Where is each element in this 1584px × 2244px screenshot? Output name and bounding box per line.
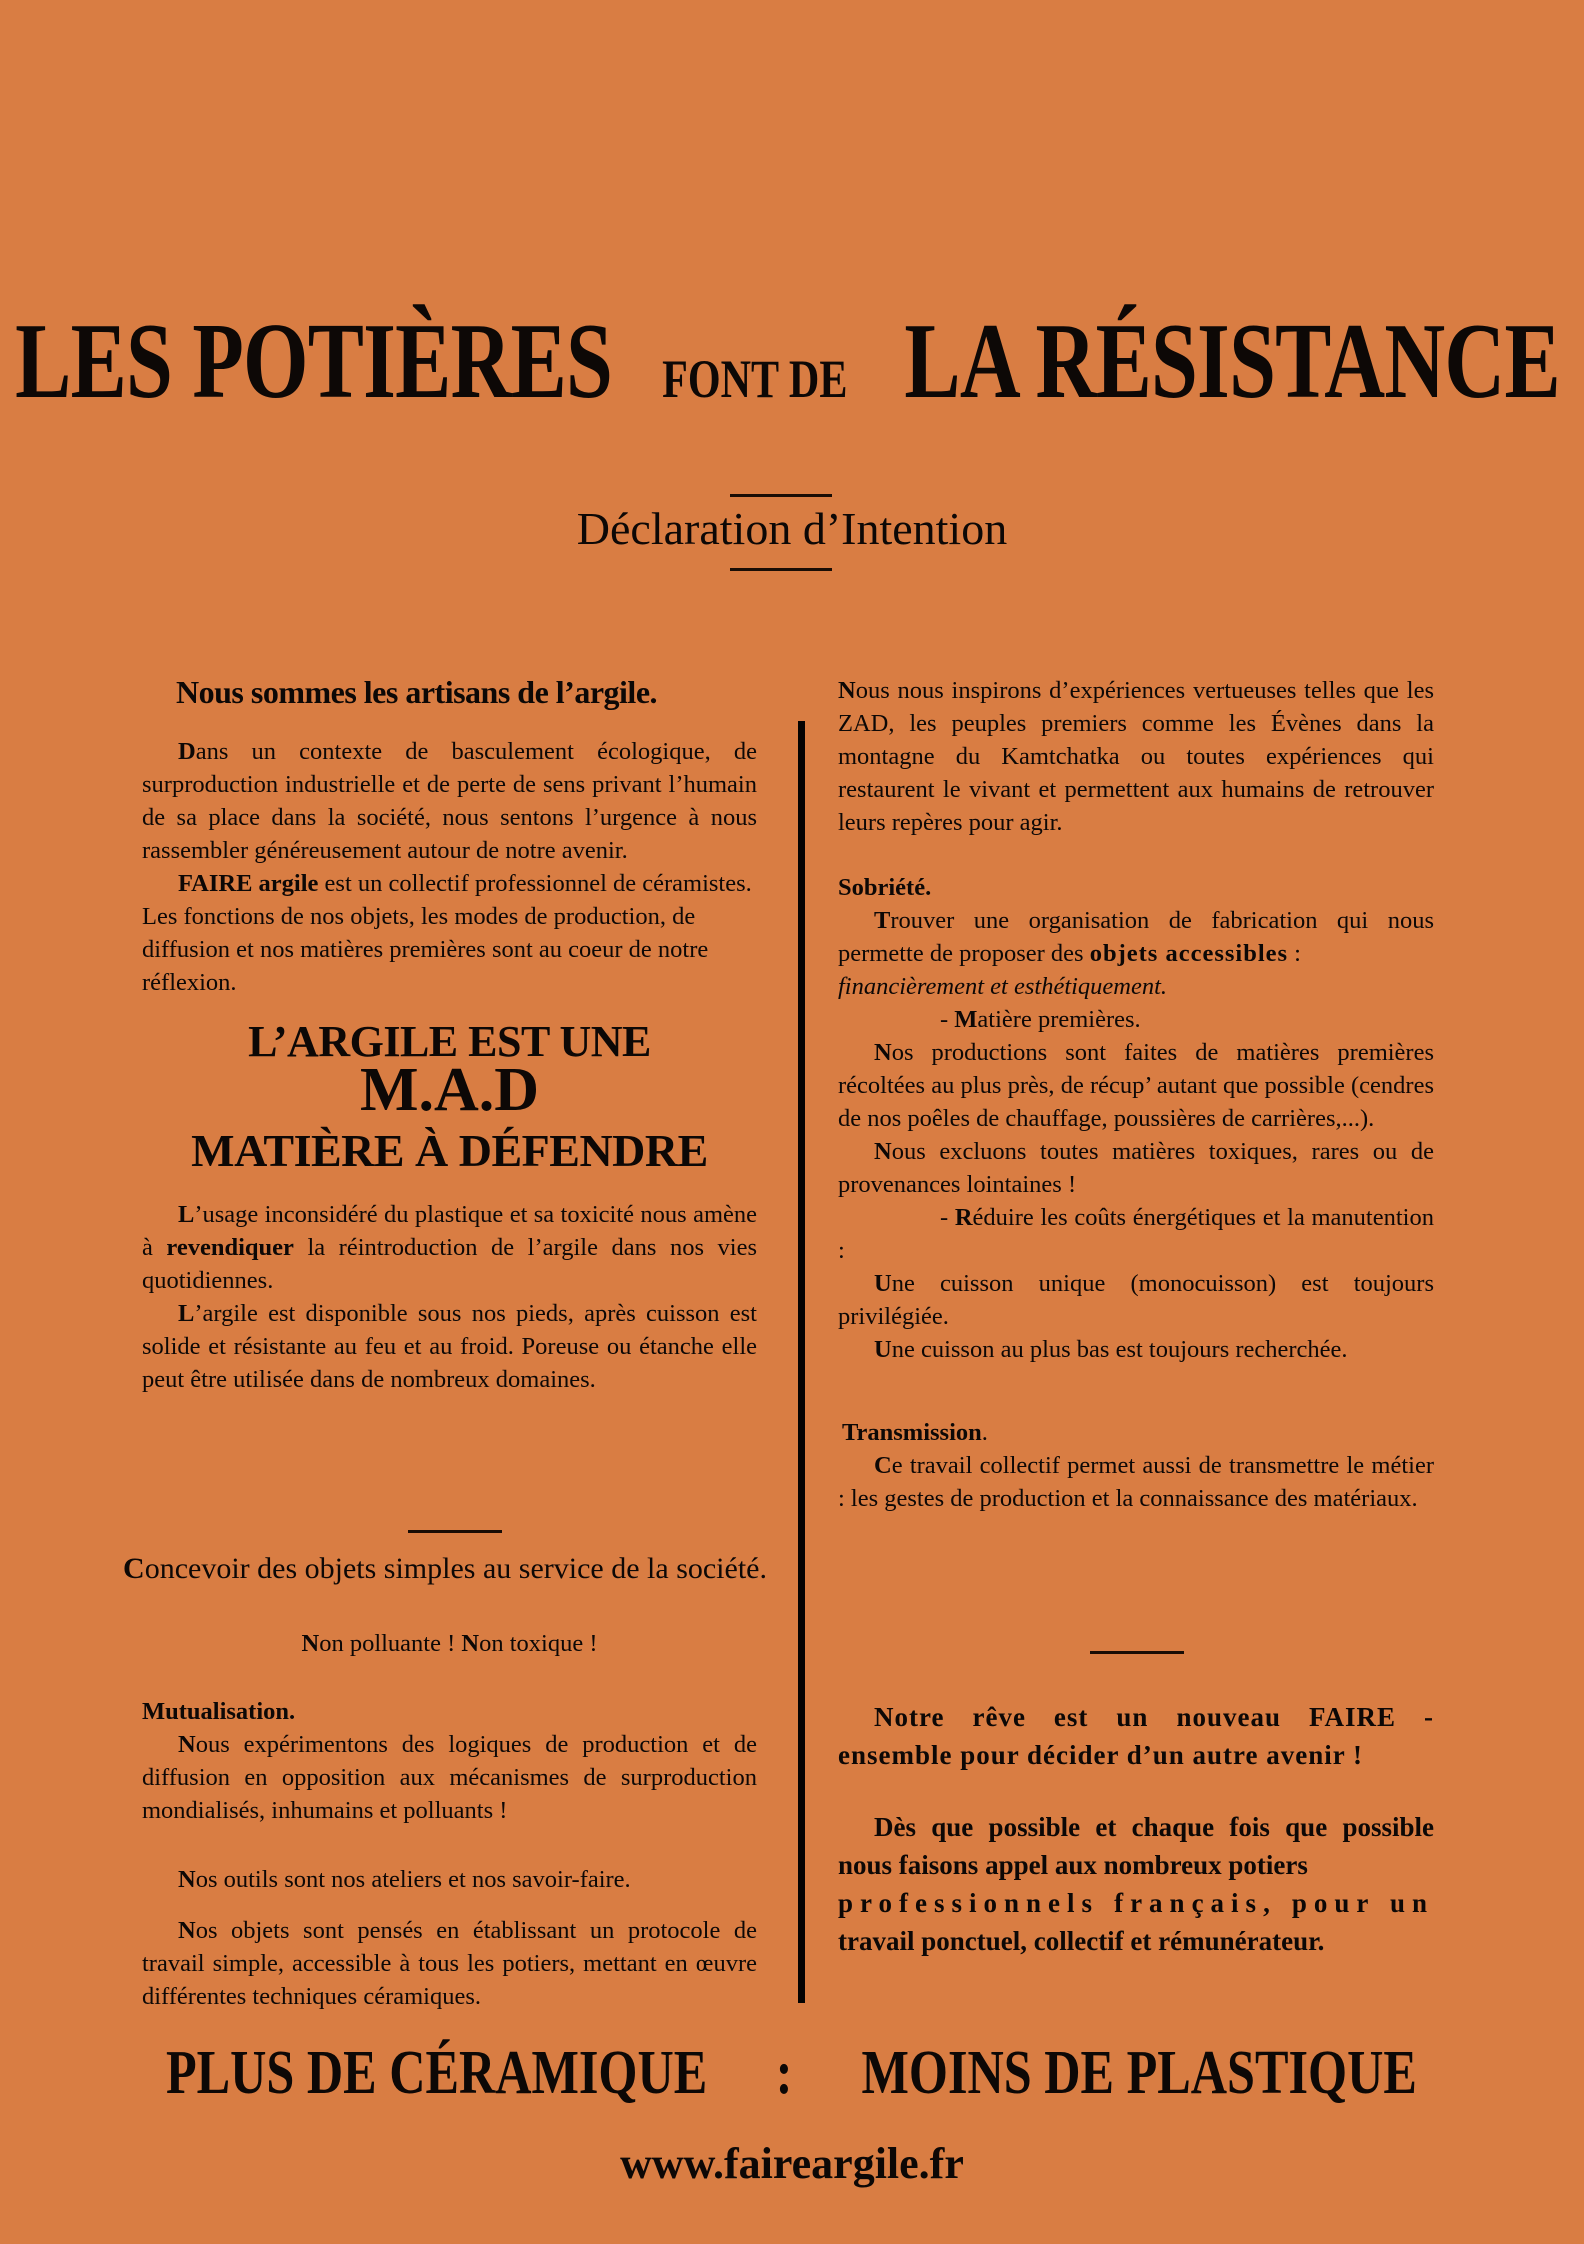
slogan [0,2038,1584,2109]
slogan-right: MOINS DE PLASTIQUE [861,2039,1418,2107]
heading-mutualisation: Mutualisation. [142,1698,296,1725]
paragraph-appel-1: Dès que possible et chaque fois que possible nous faisons appel aux nombreux potiers [838,1812,1434,1880]
sub-reduire-couts: - Réduire les coûts énergétiques et la manutention : [838,1204,1434,1264]
slogan-left: PLUS DE CÉRAMIQUE [166,2039,708,2107]
paragraph-argile-disponible: L’argile est disponible sous nos pieds, après cuisson est solide et résistante au feu et au froid. Poreuse ou étanche elle peut être utilisée dans de nombreux domaines. [142,1300,757,1393]
slogan-separator: : [775,2039,793,2107]
paragraph-objets-penses: Nos objets sont pensés en établissant un protocole de travail simple, accessible à tous les potiers, mettant en œuvre différentes techniques céramiques. [142,1917,757,2010]
title-font-de: FONT DE [661,349,848,409]
paragraph-experimentons: Nous expérimentons des logiques de production et de diffusion en opposition aux mécanismes de surproduction mondialisés, inhumains et polluants ! [142,1731,757,1824]
left-section-rule [408,1530,502,1533]
title-les-potieres: LES POTIÈRES [15,302,613,421]
subtitle-rule-bottom [730,568,832,571]
right-closing [838,1698,1434,1960]
paragraph-outils: Nos outils sont nos ateliers et nos savoir-faire. [178,1866,631,1893]
poster-title [0,300,1584,424]
heading-concevoir: Concevoir des objets simples au service de la société. [123,1552,767,1585]
paragraph-usage-plastique: L’usage inconsidéré du plastique et sa toxicité nous amène à revendiquer la réintroduction de l’argile dans nos vies quotidiennes. [142,1201,757,1294]
non-polluant-line: Non polluante ! Non toxique ! [301,1630,598,1657]
paragraph-transmettre: Ce travail collectif permet aussi de transmettre le métier : les gestes de production et la connaissance des matériaux. [838,1452,1434,1512]
left-column-lower [142,1695,757,2013]
right-column [838,674,1434,1515]
left-column [142,676,757,1396]
paragraph-faire-argile: FAIRE argile est un collectif professionnel de céramistes. Les fonctions de nos objets, les modes de production, de diffusion et nos matières premières sont au coeur de notre réflexion. [142,870,752,996]
heading-sobriete: Sobriété. [838,874,932,901]
paragraph-context: Dans un contexte de basculement écologique, de surproduction industrielle et de perte de sens privant l’humain de sa place dans la société, nous sentons l’urgence à nous rassembler généreusement autour de notre avenir. [142,738,757,864]
mad-line-3: MATIÈRE À DÉFENDRE [191,1125,708,1176]
website-link[interactable]: www.faireargile.fr [620,2139,964,2188]
mad-line-1: L’ARGILE EST UNE [248,1017,651,1066]
paragraph-cuisson-bas: Une cuisson au plus bas est toujours recherchée. [874,1336,1348,1363]
italic-financierement: financièrement et esthétiquement. [838,973,1168,1000]
paragraph-reve: Notre rêve est un nouveau FAIRE - ensemble pour décider d’un autre avenir ! [838,1702,1434,1770]
paragraph-excluons: Nous excluons toutes matières toxiques, rares ou de provenances lointaines ! [838,1138,1434,1198]
sub-matiere-premieres: - Matière premières. [940,1006,1141,1033]
paragraph-appel-3: travail ponctuel, collectif et rémunérateur. [838,1926,1325,1956]
heading-transmission: Transmission. [842,1419,988,1446]
subtitle: Déclaration d’Intention [576,503,1008,554]
title-la-resistance: LA RÉSISTANCE [904,302,1561,421]
subtitle-rule-top [730,494,832,497]
mad-line-2: M.A.D [359,1056,540,1124]
paragraph-trouver: Trouver une organisation de fabrication qui nous permette de proposer des objets accessibles : [838,907,1434,967]
right-section-rule [1090,1651,1184,1654]
paragraph-monocuisson: Une cuisson unique (monocuisson) est toujours privilégiée. [838,1270,1434,1330]
heading-artisans: Nous sommes les artisans de l’argile. [176,674,658,710]
paragraph-productions: Nos productions sont faites de matières premières récoltées au plus près, de récup’ autant que possible (cendres de nos poêles de chauffage, poussières de carrières,...). [838,1039,1434,1132]
paragraph-inspirons: Nous nous inspirons d’expériences vertueuses telles que les ZAD, les peuples premiers comme les Évènes dans la montagne du Kamtchatka ou toutes expériences qui restaurent le vivant et permettent aux humains de retrouver leurs repères pour agir. [838,677,1434,836]
column-divider [798,721,805,2003]
paragraph-appel-2: professionnels français, pour un [838,1888,1434,1918]
